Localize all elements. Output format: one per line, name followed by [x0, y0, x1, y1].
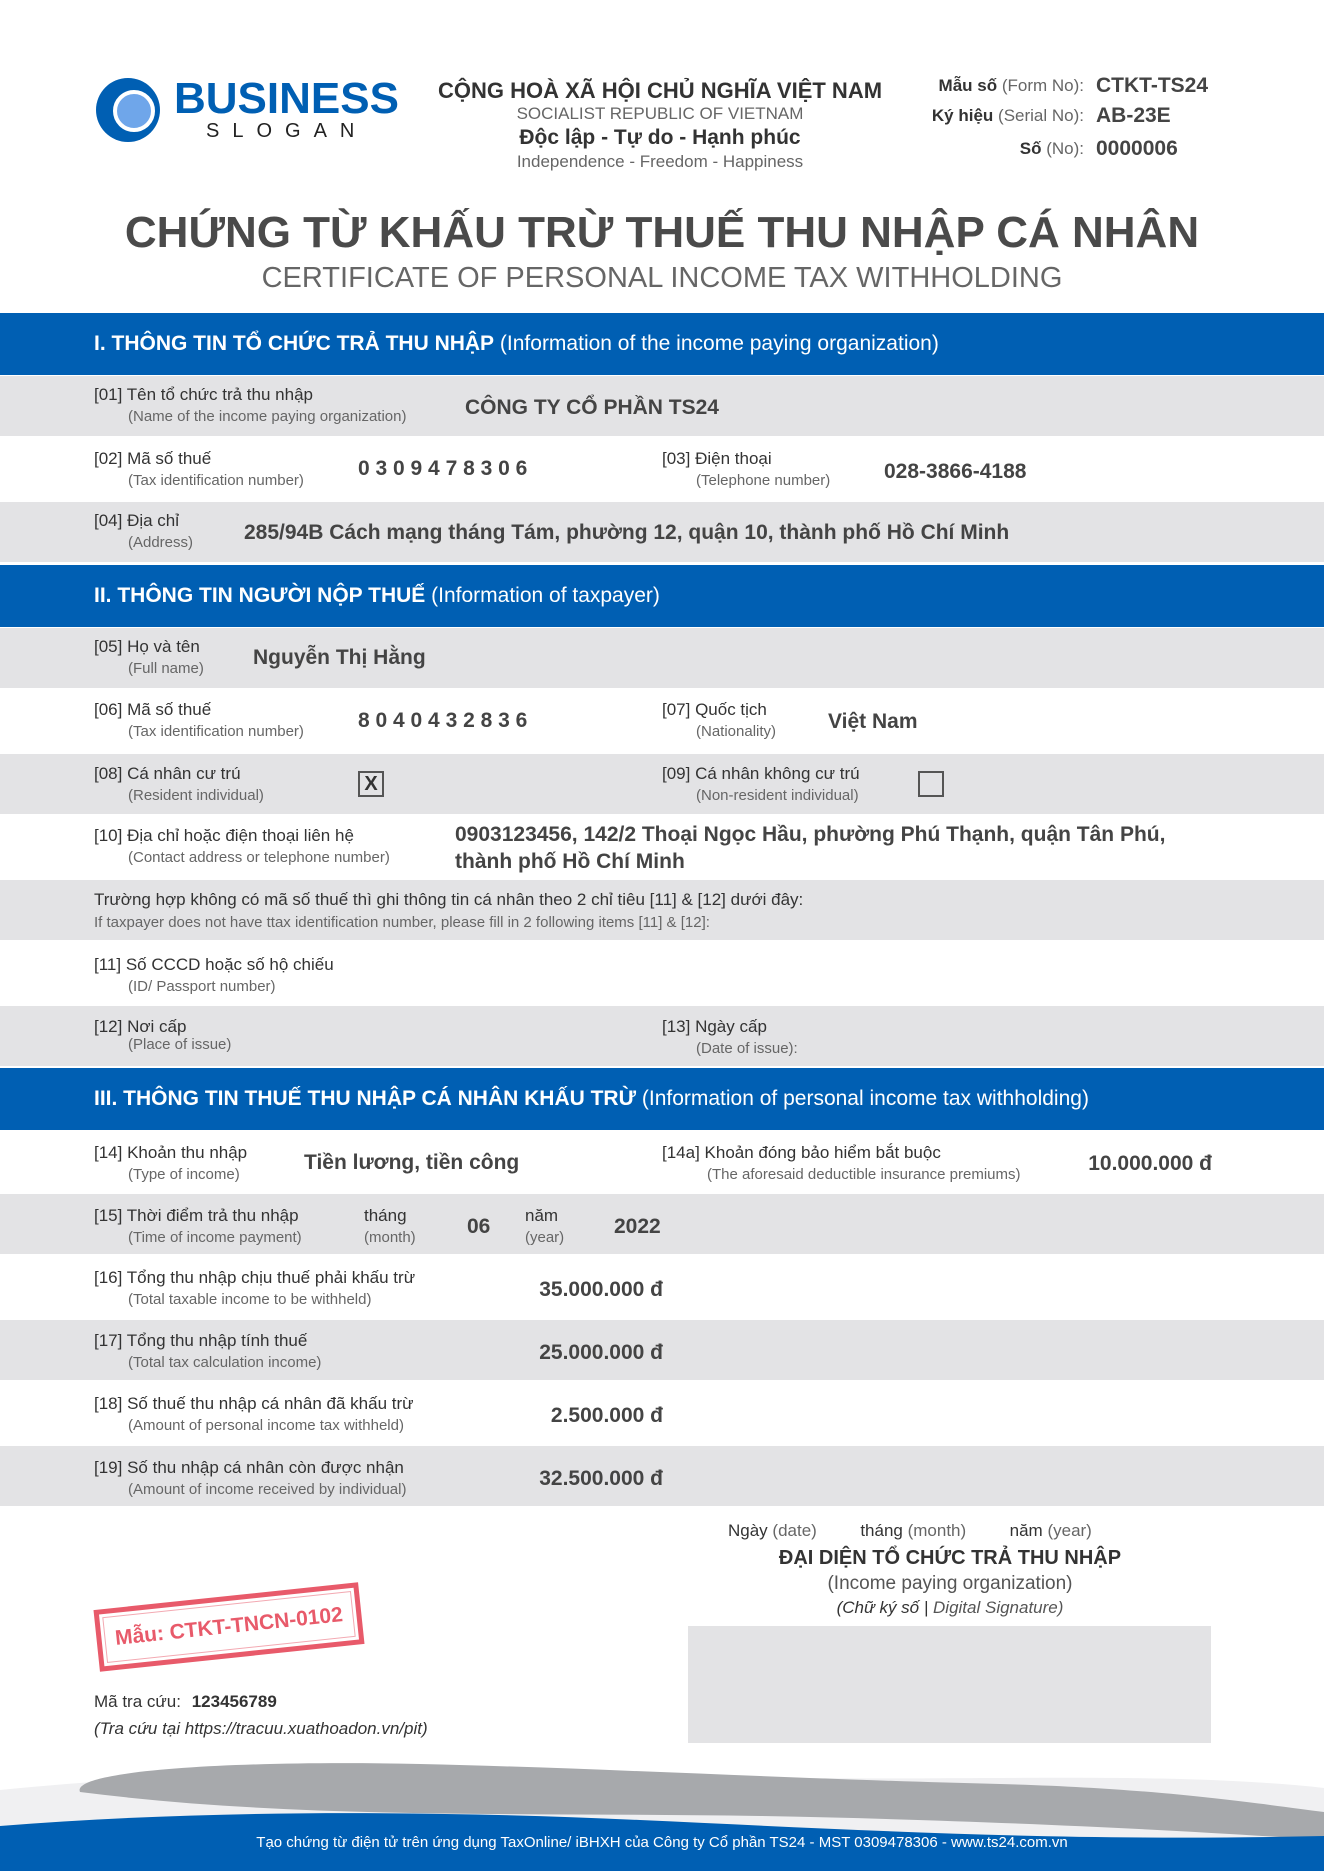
- sign-day-label: Ngày: [728, 1521, 768, 1540]
- field-14-value: Tiền lương, tiền công: [304, 1151, 520, 1174]
- serial-label: Ký hiệu: [931, 106, 994, 125]
- field-05-sub: (Full name): [128, 660, 204, 677]
- field-10-sub: (Contact address or telephone number): [128, 849, 390, 866]
- section-1-header: [0, 313, 1324, 375]
- serial-value: AB-23E: [1096, 104, 1171, 127]
- signature-note: [688, 1598, 1212, 1618]
- document-subtitle: CERTIFICATE OF PERSONAL INCOME TAX WITHHOLDING: [261, 262, 1063, 294]
- field-01-sub: (Name of the income paying organization): [128, 408, 407, 425]
- footer-text: Tạo chứng từ điện tử trên ứng dụng TaxOnline/ iBHXH của Công ty Cổ phần TS24 - MST 0309478306 - www.ts24.com.vn: [256, 1834, 1068, 1851]
- field-06-value: 8 0 4 0 4 3 2 8 3 6: [358, 709, 528, 732]
- stamp-text: Mẫu: CTKT-TNCN-0102: [114, 1603, 344, 1650]
- field-17-label: [17] Tổng thu nhập tính thuế: [94, 1331, 308, 1350]
- section-1-title-en: (Information of the income paying organization): [499, 332, 939, 355]
- sign-month-label: tháng: [860, 1521, 903, 1540]
- field-05-value: Nguyễn Thị Hằng: [253, 646, 426, 669]
- field-02-value: 0 3 0 9 4 7 8 3 0 6: [358, 457, 528, 480]
- section-2-header: [0, 565, 1324, 627]
- field-15-month-label: tháng: [364, 1206, 407, 1225]
- field-10-value-line-2: thành phố Hồ Chí Minh: [455, 850, 685, 873]
- logo: [94, 76, 414, 148]
- row-08-band: [0, 754, 1324, 814]
- signature-title: ĐẠI DIỆN TỔ CHỨC TRẢ THU NHẬP: [778, 1547, 1122, 1569]
- field-05-label: [05] Họ và tên: [94, 637, 200, 656]
- sign-year-label: năm: [1009, 1521, 1043, 1540]
- field-02-label: [02] Mã số thuế: [94, 449, 212, 468]
- field-15-month-value: 06: [467, 1215, 491, 1238]
- lookup-code: 123456789: [191, 1692, 277, 1711]
- field-19-label: [19] Số thu nhập cá nhân còn được nhận: [94, 1458, 404, 1477]
- logo-brand: BUSINESS: [174, 74, 399, 123]
- lookup-line: [94, 1692, 277, 1712]
- field-09-sub: (Non-resident individual): [696, 787, 859, 804]
- section-3-title: III. THÔNG TIN THUẾ THU NHẬP CÁ NHÂN KHẤU TRỪ: [94, 1087, 637, 1110]
- motto-vn: Độc lập - Tự do - Hạnh phúc: [519, 126, 801, 149]
- field-17-value: 25.000.000 đ: [539, 1341, 663, 1364]
- field-11-label: [11] Số CCCD hoặc số hộ chiếu: [94, 955, 334, 974]
- lookup-url-note: (Tra cứu tại https://tracuu.xuathoadon.vn/pit): [94, 1719, 428, 1738]
- row-note-band: [0, 880, 1324, 940]
- field-14a-sub: (The aforesaid deductible insurance premiums): [707, 1166, 1021, 1183]
- field-15-sub: (Time of income payment): [128, 1229, 302, 1246]
- field-04-sub: (Address): [128, 534, 194, 551]
- signature-date-line: [728, 1521, 1092, 1541]
- resident-checkbox[interactable]: X: [358, 771, 384, 797]
- field-04-label: [04] Địa chỉ: [94, 511, 180, 530]
- number-label: Số: [1019, 139, 1042, 158]
- field-01-value: CÔNG TY CỔ PHẦN TS24: [465, 396, 719, 419]
- field-19-value: 32.500.000 đ: [539, 1467, 663, 1490]
- signature-note-vn: (Chữ ký số |: [836, 1598, 929, 1617]
- field-18-value: 2.500.000 đ: [550, 1404, 663, 1427]
- number-value: 0000006: [1096, 137, 1178, 160]
- field-09-label: [09] Cá nhân không cư trú: [662, 764, 860, 783]
- field-17-sub: (Total tax calculation income): [128, 1354, 322, 1371]
- motto-en: Independence - Freedom - Happiness: [516, 152, 804, 171]
- field-07-label: [07] Quốc tịch: [662, 700, 767, 719]
- field-11-sub: (ID/ Passport number): [128, 978, 276, 995]
- field-18-sub: (Amount of personal income tax withheld): [128, 1417, 404, 1434]
- field-15-year-label: năm: [525, 1206, 559, 1225]
- field-16-value: 35.000.000 đ: [539, 1278, 663, 1301]
- field-15-year-sub: (year): [525, 1229, 565, 1246]
- field-07-value: Việt Nam: [828, 710, 918, 733]
- sign-day-sub: (date): [772, 1521, 817, 1540]
- section-3-header: [0, 1068, 1324, 1130]
- field-03-label: [03] Điện thoại: [662, 449, 772, 468]
- field-13-sub: (Date of issue):: [696, 1040, 798, 1057]
- field-16-sub: (Total taxable income to be withheld): [128, 1291, 372, 1308]
- field-03-value: 028-3866-4188: [884, 460, 1027, 483]
- field-16-label: [16] Tổng thu nhập chịu thuế phải khấu trừ: [94, 1268, 416, 1287]
- field-06-sub: (Tax identification number): [128, 723, 304, 740]
- logo-circle-icon: [94, 76, 162, 144]
- field-12-label: [12] Nơi cấp: [94, 1017, 187, 1036]
- sample-stamp: [93, 1582, 364, 1671]
- serial-label-en: (Serial No):: [998, 106, 1084, 125]
- country-en: SOCIALIST REPUBLIC OF VIETNAM: [516, 104, 804, 123]
- country-vn: CỘNG HOÀ XÃ HỘI CHỦ NGHĨA VIỆT NAM: [437, 78, 883, 103]
- footer-waves: [0, 1750, 1324, 1871]
- section-3-title-en: (Information of personal income tax withholding): [641, 1087, 1089, 1110]
- field-06-label: [06] Mã số thuế: [94, 700, 212, 719]
- field-12-sub: (Place of issue): [128, 1036, 232, 1053]
- number-label-en: (No):: [1046, 139, 1084, 158]
- form-no-value: CTKT-TS24: [1096, 74, 1209, 97]
- sign-month-sub: (month): [907, 1521, 967, 1540]
- note-vn: Trường hợp không có mã số thuế thì ghi thông tin cá nhân theo 2 chỉ tiêu [11] & [12] dưới đây:: [94, 890, 804, 909]
- field-01-label: [01] Tên tổ chức trả thu nhập: [94, 385, 313, 404]
- form-no-label: Mẫu số: [938, 76, 998, 95]
- signature-title-en: (Income paying organization): [827, 1573, 1073, 1594]
- non-resident-checkbox[interactable]: [918, 771, 944, 797]
- field-14-label: [14] Khoản thu nhập: [94, 1143, 248, 1162]
- field-19-sub: (Amount of income received by individual): [128, 1481, 407, 1498]
- form-no-label-en: (Form No):: [1001, 76, 1084, 95]
- field-13-label: [13] Ngày cấp: [662, 1017, 767, 1036]
- field-04-value: 285/94B Cách mạng tháng Tám, phường 12, quận 10, thành phố Hồ Chí Minh: [244, 521, 1010, 544]
- sign-year-sub: (year): [1047, 1521, 1092, 1540]
- document-title: CHỨNG TỪ KHẤU TRỪ THUẾ THU NHẬP CÁ NHÂN: [124, 208, 1200, 257]
- field-10-label: [10] Địa chỉ hoặc điện thoại liên hệ: [94, 826, 354, 845]
- field-14a-label: [14a] Khoản đóng bảo hiểm bắt buộc: [662, 1143, 941, 1162]
- field-18-label: [18] Số thuế thu nhập cá nhân đã khấu trừ: [94, 1394, 414, 1413]
- note-en: If taxpayer does not have ttax identification number, please fill in 2 following items [11] & [12]:: [94, 914, 710, 931]
- field-14-sub: (Type of income): [128, 1166, 240, 1183]
- field-15-year-value: 2022: [614, 1215, 661, 1238]
- logo-slogan: SLOGAN: [206, 120, 368, 142]
- section-2-title-en: (Information of taxpayer): [431, 584, 660, 607]
- field-14a-value: 10.000.000 đ: [1088, 1152, 1212, 1175]
- field-02-sub: (Tax identification number): [128, 472, 304, 489]
- field-15-label: [15] Thời điểm trả thu nhập: [94, 1206, 299, 1225]
- lookup-label: Mã tra cứu:: [94, 1692, 181, 1711]
- field-08-sub: (Resident individual): [128, 787, 264, 804]
- signature-note-en: Digital Signature): [933, 1598, 1064, 1617]
- field-08-label: [08] Cá nhân cư trú: [94, 764, 241, 783]
- section-1-title: I. THÔNG TIN TỔ CHỨC TRẢ THU NHẬP: [94, 332, 495, 355]
- section-2-title: II. THÔNG TIN NGƯỜI NỘP THUẾ: [94, 584, 426, 607]
- digital-signature-box[interactable]: [688, 1626, 1211, 1743]
- header-center: [430, 78, 890, 172]
- field-03-sub: (Telephone number): [696, 472, 831, 489]
- field-10-value-line-1: 0903123456, 142/2 Thoại Ngọc Hầu, phường Phú Thạnh, quận Tân Phú,: [455, 823, 1166, 846]
- field-07-sub: (Nationality): [696, 723, 777, 740]
- field-15-month-sub: (month): [364, 1229, 416, 1246]
